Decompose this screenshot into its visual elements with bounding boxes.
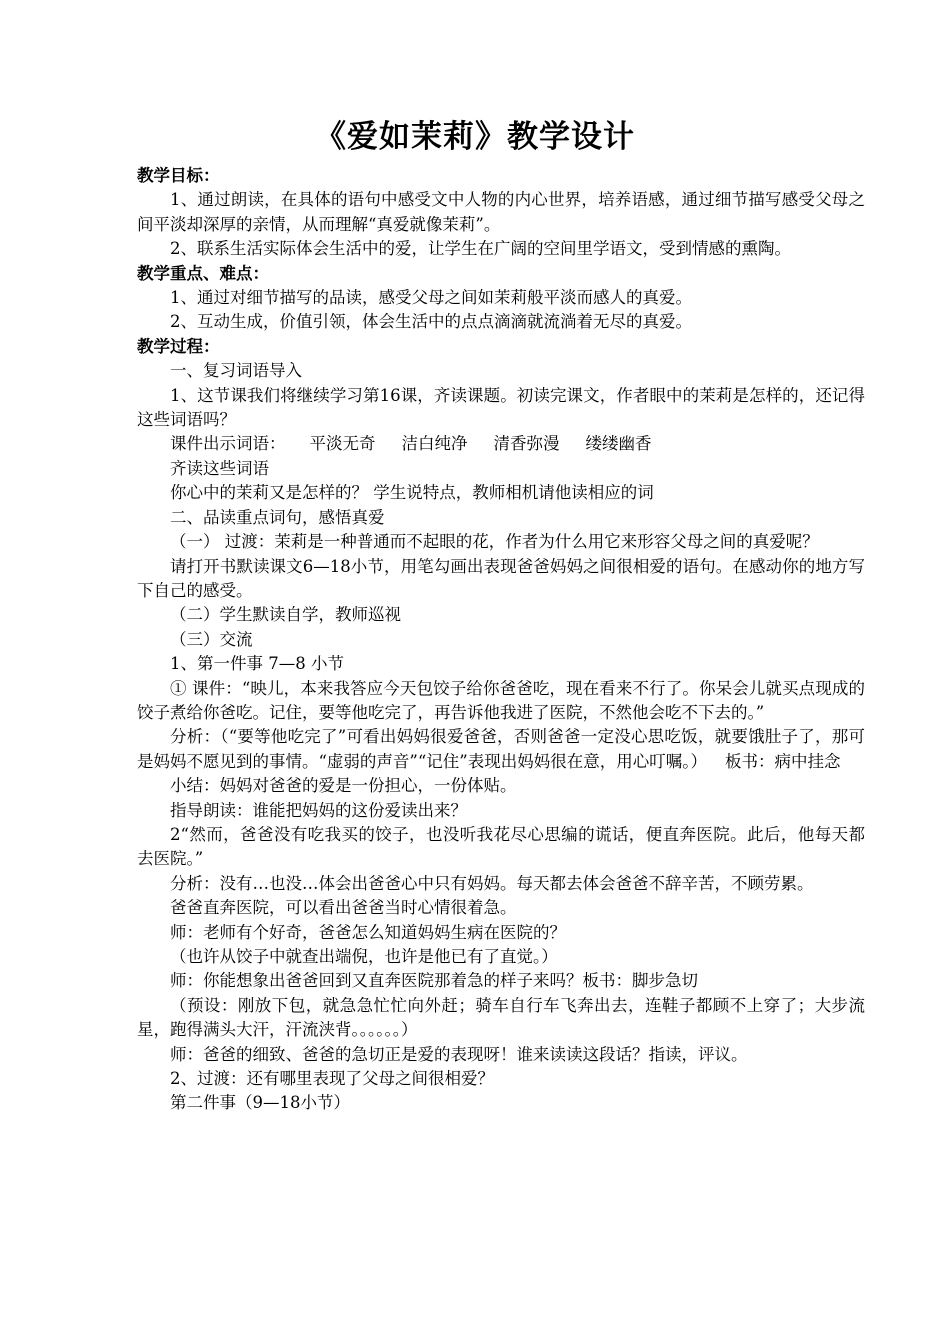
goals-heading: 教学目标： (137, 166, 220, 185)
preset-note: （预设：刚放下包，就急急忙忙向外赶；骑车自行车飞奔出去，连鞋子都顾不上穿了；大步流星，跑得满头大汗，汗流浃背。。。。。。） (137, 995, 865, 1040)
teacher-question-2: 师：你能想象出爸爸回到又直奔医院那着急的样子来吗？板书：脚步急切 (170, 971, 698, 991)
analysis-2: 分析：没有…也没…体会出爸爸心中只有妈妈。每天都去体会爸爸不辞辛苦，不顾劳累。 (170, 873, 814, 893)
summary-1: 小结：妈妈对爸爸的爱是一份担心，一份体贴。 (170, 776, 517, 796)
key-point-2: 2、互动生成，价值引领，体会生活中的点点滴滴就流淌着无尽的真爱。 (170, 312, 692, 332)
event2-title: 第二件事（9—18小节） (170, 1093, 350, 1113)
word-item: 清香弥漫 (493, 434, 560, 454)
document-title: 《爱如茉莉》教学设计 (315, 119, 635, 155)
step2-transition: （一） 过渡：茉莉是一种普通而不起眼的花，作者为什么用它来形容父母之间的真爱呢？ (170, 532, 819, 552)
goal-2: 2、联系生活实际体会生活中的爱，让学生在广阔的空间里学语文，受到情感的熏陶。 (170, 239, 791, 259)
word-item: 平淡无奇 (309, 434, 376, 454)
transition-2: 2、过渡：还有哪里表现了父母之间很相爱？ (170, 1069, 494, 1089)
key-point-1: 1、通过对细节描写的品读，感受父母之间如茉莉般平淡而感人的真爱。 (170, 288, 692, 308)
your-jasmine: 你心中的茉莉又是怎样的？ 学生说特点，教师相机请他读相应的词 (170, 483, 654, 503)
goal-1: 1、通过朗读，在具体的语句中感受文中人物的内心世界，培养语感，通过细节描写感受父母之间平淡却深厚的亲情，从而理解“真爱就像茉莉”。 (137, 190, 865, 234)
event1-quote: ① 课件：“映儿，本来我答应今天包饺子给你爸爸吃，现在看来不行了。你呆会儿就买点现成的饺子煮给你爸吃。记住，要等他吃完了，再告诉他我进了医院，不然他会吃不下去的。” (137, 678, 865, 722)
courseware-lead: 课件出示词语： (170, 434, 286, 454)
step1-paragraph: 1、这节课我们将继续学习第16课，齐读课题。初读完课文，作者眼中的茉莉是怎样的，还记得这些词语吗？ (137, 385, 865, 430)
event1-analysis-block (137, 725, 865, 774)
board-note-1: 板书：病中挂念 (725, 751, 841, 771)
dad-hospital: 爸爸直奔医院，可以看出爸爸当时心情很着急。 (170, 898, 517, 918)
event1-analysis: 分析：（“要等他吃完了”可看出妈妈很爱爸爸，否则爸爸一定没心思吃饭，就要饿肚子了，那可是妈妈不愿见到的事情。“虚弱的声音”“记住”表现出妈妈很在意，用心叮嘱。） (137, 727, 865, 771)
word-item: 洁白纯净 (401, 434, 468, 454)
teacher-question-1: 师：老师有个好奇，爸爸怎么知道妈妈生病在医院的？ (170, 922, 566, 942)
step2-open-book: 请打开书默读课文6—18小节，用笔勾画出表现爸爸妈妈之间很相爱的语句。在感动你的地方写下自己的感受。 (137, 556, 865, 600)
maybe-note: （也许从饺子中就查出端倪，也许是他已有了直觉。） (170, 947, 558, 966)
word-item: 缕缕幽香 (585, 434, 652, 454)
courseware-words-row (137, 432, 865, 456)
teacher-question-3: 师：爸爸的细致、爸爸的急切正是爱的表现呀！谁来读读这段话？指读，评议。 (170, 1044, 748, 1064)
step1-title: 一、复习词语导入 (170, 361, 302, 381)
step2-exchange: （三）交流 (170, 629, 253, 649)
read-words: 齐读这些词语 (170, 458, 269, 478)
quote-2: 2“然而，爸爸没有吃我买的饺子，也没听我花尽心思编的谎话，便直奔医院。此后，他每天都去医院。” (137, 824, 865, 869)
step2-title: 二、品读重点词句，感悟真爱 (170, 507, 385, 527)
key-points-heading: 教学重点、难点： (137, 263, 269, 283)
process-heading: 教学过程： (137, 336, 220, 356)
document-body (137, 164, 865, 1116)
event1-title: 1、第一件事 7—8 小节 (170, 654, 344, 674)
guide-read: 指导朗读：谁能把妈妈的这份爱读出来？ (170, 800, 467, 820)
step2-self-study: （二）学生默读自学，教师巡视 (170, 605, 401, 625)
